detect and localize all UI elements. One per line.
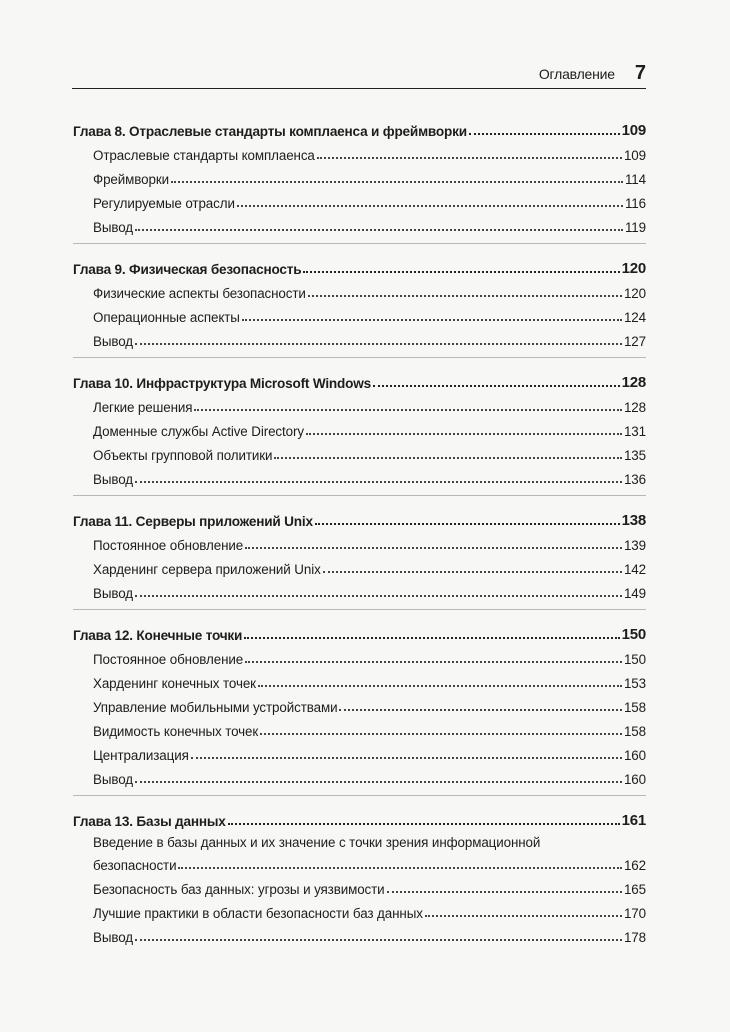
- section-page-number: 165: [623, 882, 646, 897]
- toc-section-entry: [73, 463, 646, 487]
- toc-section-entry: [73, 643, 646, 667]
- section-title: Легкие решения: [93, 400, 193, 415]
- toc-chapter: [73, 366, 646, 496]
- section-title: Постоянное обновление: [93, 652, 244, 667]
- toc-section-entry: [73, 301, 646, 325]
- section-title: Объекты групповой политики: [93, 448, 273, 463]
- toc-section-entry: [73, 553, 646, 577]
- toc-section-entry: [73, 667, 646, 691]
- running-header: [72, 58, 646, 89]
- toc-section-entry: [73, 139, 646, 163]
- dot-leader: [135, 343, 622, 345]
- toc-chapter: [73, 804, 646, 953]
- section-title: Вывод: [93, 586, 133, 601]
- dot-leader: [244, 637, 619, 639]
- toc-section-entry: [73, 873, 646, 897]
- section-title: Вывод: [93, 334, 133, 349]
- section-page-number: 128: [623, 400, 646, 415]
- section-page-number: 158: [623, 700, 646, 715]
- dot-leader: [306, 433, 622, 435]
- section-title: Харденинг конечных точек: [93, 676, 256, 691]
- dot-leader: [425, 915, 622, 917]
- chapter-title: Глава 11. Серверы приложений Unix: [73, 514, 313, 529]
- toc-chapter-entry: [73, 252, 646, 277]
- section-page-number: 114: [624, 172, 646, 187]
- toc-chapter-entry: [73, 366, 646, 391]
- chapter-page-number: 161: [621, 812, 646, 829]
- section-page-number: 160: [623, 748, 646, 763]
- section-page-number: 158: [623, 724, 646, 739]
- toc-chapter: [73, 252, 646, 358]
- toc-chapter: [73, 114, 646, 244]
- toc-section-entry: [73, 391, 646, 415]
- section-page-number: 109: [623, 148, 646, 163]
- toc-chapter-entry: [73, 114, 646, 139]
- section-title: Отраслевые стандарты комплаенса: [93, 148, 315, 163]
- dot-leader: [317, 157, 622, 159]
- chapter-title: Глава 12. Конечные точки: [73, 628, 243, 643]
- chapter-title: Глава 9. Физическая безопасность: [73, 262, 302, 277]
- section-title: Физические аспекты безопасности: [93, 286, 306, 301]
- header-page-number: 7: [634, 62, 646, 84]
- dot-leader: [258, 685, 622, 687]
- section-title-line-2: безопасности: [93, 858, 177, 873]
- chapter-page-number: 128: [621, 374, 646, 391]
- chapter-title: Глава 13. Базы данных: [73, 814, 226, 829]
- dot-leader: [237, 205, 623, 207]
- dot-leader: [245, 547, 622, 549]
- toc-section-entry: [73, 577, 646, 601]
- dot-leader: [171, 181, 623, 183]
- section-title: Фреймворки: [93, 172, 169, 187]
- chapter-page-number: 120: [621, 260, 646, 277]
- toc-section-entry: [73, 187, 646, 211]
- section-page-number: 178: [623, 930, 646, 945]
- chapter-title: Глава 10. Инфраструктура Microsoft Windows: [73, 376, 371, 391]
- dot-leader: [178, 867, 622, 869]
- section-page-number: 142: [623, 562, 646, 577]
- toc-section-entry: [73, 921, 646, 945]
- section-title: Централизация: [93, 748, 189, 763]
- header-title: Оглавление: [538, 66, 615, 82]
- toc-section-entry: [73, 691, 646, 715]
- section-title: Регулируемые отрасли: [93, 196, 235, 211]
- toc-section-entry: [73, 829, 646, 873]
- section-page-number: 160: [623, 772, 646, 787]
- dot-leader: [242, 319, 622, 321]
- dot-leader: [194, 409, 622, 411]
- section-page-number: 131: [623, 424, 646, 439]
- section-title: Вывод: [93, 772, 133, 787]
- section-page-number: 162: [623, 858, 646, 873]
- section-title: Вывод: [93, 220, 133, 235]
- section-title: Операционные аспекты: [93, 310, 240, 325]
- dot-leader: [245, 661, 622, 663]
- chapter-title: Глава 8. Отраслевые стандарты комплаенса и фреймворки: [73, 124, 467, 139]
- toc-chapter-entry: [73, 804, 646, 829]
- section-title-line-1: Введение в базы данных и их значение с точки зрения информационной: [93, 835, 541, 850]
- chapter-page-number: 109: [621, 122, 646, 139]
- section-page-number: 153: [623, 676, 646, 691]
- section-title: Лучшие практики в области безопасности баз данных: [93, 906, 423, 921]
- dot-leader: [339, 709, 622, 711]
- section-page-number: 124: [623, 310, 646, 325]
- dot-leader: [135, 939, 622, 941]
- section-title: Харденинг сервера приложений Unix: [93, 562, 321, 577]
- dot-leader: [260, 733, 622, 735]
- dot-leader: [308, 295, 622, 297]
- toc-section-entry: [73, 897, 646, 921]
- section-page-number: 150: [623, 652, 646, 667]
- dot-leader: [135, 229, 623, 231]
- section-title: Вывод: [93, 930, 133, 945]
- toc-section-entry: [73, 277, 646, 301]
- toc-chapter-entry: [73, 504, 646, 529]
- dot-leader: [228, 823, 620, 825]
- chapter-page-number: 138: [621, 512, 646, 529]
- section-page-number: 120: [623, 286, 646, 301]
- toc-section-entry: [73, 715, 646, 739]
- section-title: Видимость конечных точек: [93, 724, 259, 739]
- toc-chapter: [73, 504, 646, 610]
- dot-leader: [469, 133, 620, 135]
- toc-section-entry: [73, 211, 646, 235]
- section-title: Доменные службы Active Directory: [93, 424, 304, 439]
- dot-leader: [315, 523, 620, 525]
- section-title: Постоянное обновление: [93, 538, 244, 553]
- section-title: Безопасность баз данных: угрозы и уязвимости: [93, 882, 385, 897]
- toc-section-entry: [73, 325, 646, 349]
- table-of-contents: [73, 114, 646, 961]
- dot-leader: [191, 757, 622, 759]
- section-page-number: 119: [624, 220, 646, 235]
- toc-section-entry: [73, 763, 646, 787]
- toc-section-entry: [73, 529, 646, 553]
- section-page-number: 170: [623, 906, 646, 921]
- dot-leader: [323, 571, 622, 573]
- dot-leader: [135, 481, 622, 483]
- section-page-number: 149: [623, 586, 646, 601]
- section-page-number: 135: [623, 448, 646, 463]
- chapter-page-number: 150: [621, 626, 646, 643]
- dot-leader: [373, 385, 620, 387]
- toc-section-entry: [73, 163, 646, 187]
- toc-chapter-entry: [73, 618, 646, 643]
- section-title: Вывод: [93, 472, 133, 487]
- toc-section-entry: [73, 739, 646, 763]
- section-page-number: 127: [623, 334, 646, 349]
- toc-section-entry: [73, 439, 646, 463]
- dot-leader: [387, 891, 622, 893]
- dot-leader: [303, 271, 619, 273]
- toc-chapter: [73, 618, 646, 796]
- dot-leader: [135, 781, 622, 783]
- dot-leader: [274, 457, 622, 459]
- section-page-number: 116: [624, 196, 646, 211]
- section-page-number: 136: [623, 472, 646, 487]
- section-page-number: 139: [623, 538, 646, 553]
- section-title-line-2-row: [93, 853, 646, 873]
- section-title: Управление мобильными устройствами: [93, 700, 338, 715]
- dot-leader: [135, 595, 622, 597]
- toc-section-entry: [73, 415, 646, 439]
